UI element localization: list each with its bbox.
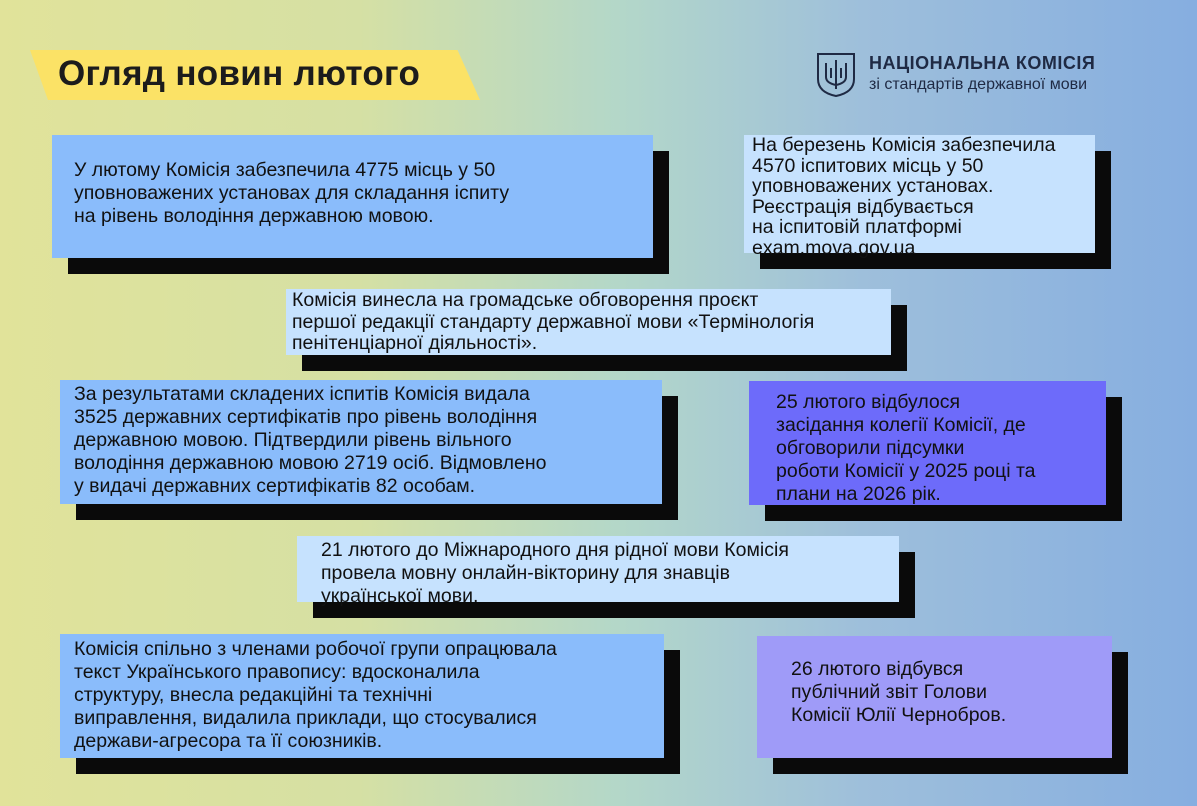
card-text: 25 лютого відбулося засідання колегії Комісії, де обговорили підсумки роботи Комісії у 2025 році та плани на 2026 рік. bbox=[776, 391, 1036, 505]
news-card-quiz bbox=[297, 536, 899, 607]
page-title: Огляд новин лютого bbox=[58, 54, 421, 93]
trident-shield-icon bbox=[813, 51, 859, 97]
news-card-exam-places bbox=[52, 135, 653, 258]
org-name: НАЦІОНАЛЬНА КОМІСІЯ bbox=[869, 53, 1096, 73]
card-text: За результатами складених іспитів Комісія видала 3525 державних сертифікатів про рівень володіння державною мовою. Підтвердили рівень вільного володіння державною мовою 2719 осіб. Відмовлено у видачі державних сертифікатів 82 особам. bbox=[74, 383, 547, 497]
card-text: У лютому Комісія забезпечила 4775 місць у 50 уповноважених установах для складання іспиту на рівень володіння державною мовою. bbox=[74, 159, 510, 227]
card-text: Комісія винесла на громадське обговорення проєкт першої редакції стандарту державної мови «Термінологія пенітенціарної діяльності». bbox=[292, 289, 815, 354]
news-card-standard-draft bbox=[286, 289, 891, 355]
card-text: Комісія спільно з членами робочої групи опрацювала текст Українського правопису: вдосконалила структуру, внесла редакційні та технічні виправлення, видалила приклади, що стосувалися держави-агресора та її союзників. bbox=[74, 638, 557, 752]
news-card-spelling bbox=[60, 634, 664, 758]
card-text: 21 лютого до Міжнародного дня рідної мови Комісія провела мовну онлайн-вікторину для знавців української мови. bbox=[321, 539, 789, 607]
news-card-public-report bbox=[757, 636, 1112, 758]
card-text: 26 лютого відбувся публічний звіт Голови Комісії Юлії Чернобров. bbox=[791, 658, 1007, 726]
news-card-certificates bbox=[60, 380, 662, 504]
news-card-board-meeting bbox=[749, 381, 1106, 505]
card-text: На березень Комісія забезпечила 4570 іспитових місць у 50 уповноважених установах. Реєстрація відбувається на іспитовій платформі exam.mova.gov.ua bbox=[752, 134, 1056, 259]
org-subtitle: зі стандартів державної мови bbox=[869, 76, 1088, 93]
news-card-march-places bbox=[744, 134, 1095, 259]
